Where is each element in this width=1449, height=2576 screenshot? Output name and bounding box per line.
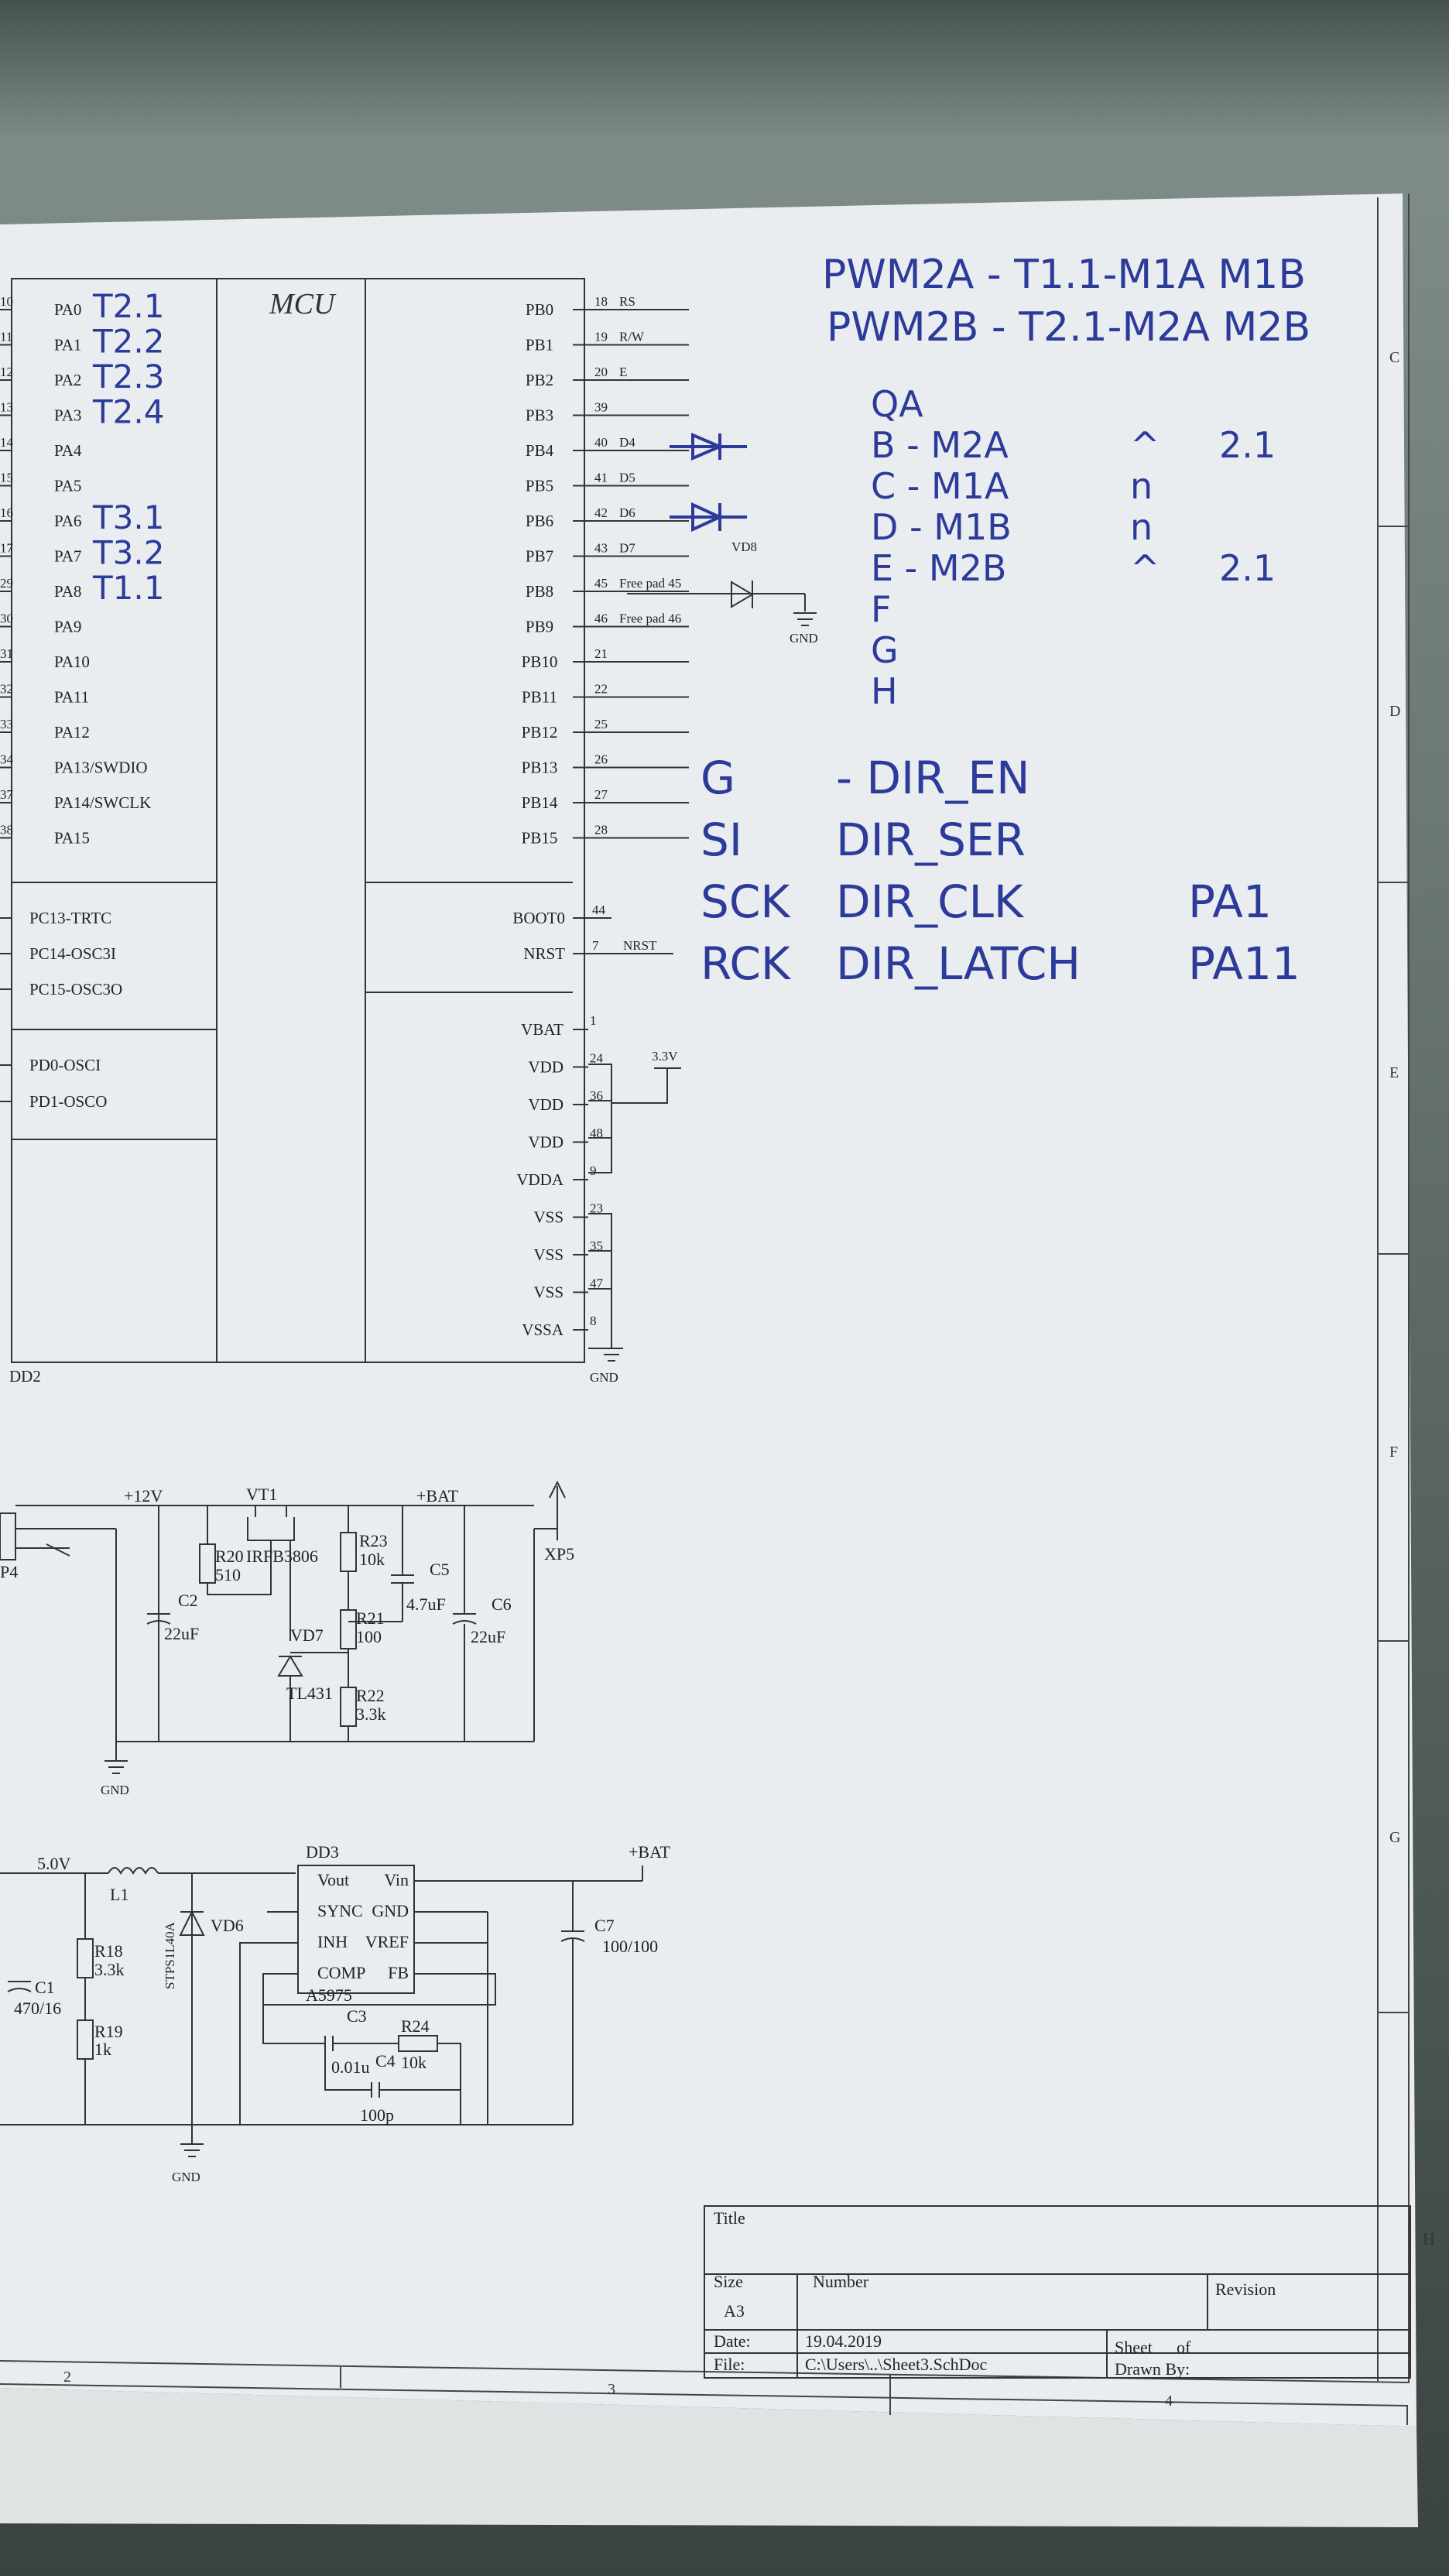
bat-label-1: +BAT bbox=[416, 1486, 458, 1506]
pin-number: 29 bbox=[0, 576, 13, 591]
pin-net: R/W bbox=[619, 329, 645, 344]
pin-name: PB4 bbox=[525, 441, 554, 460]
pin-number: 34 bbox=[0, 752, 13, 767]
pin-number: 10 bbox=[0, 294, 13, 309]
pin-number: 39 bbox=[594, 399, 608, 415]
note-pin: 2.1 bbox=[1219, 547, 1276, 589]
pin-name: PA11 bbox=[54, 687, 90, 707]
note-mark: ^ bbox=[1130, 547, 1160, 589]
pin-net: E bbox=[619, 365, 628, 379]
pin-number: 13 bbox=[0, 399, 13, 415]
pin-number: 31 bbox=[0, 646, 13, 661]
pin-net: NRST bbox=[623, 938, 657, 953]
dir-name: DIR_SER bbox=[836, 814, 1026, 866]
of-label: of bbox=[1177, 2338, 1191, 2357]
a5975-label: A5975 bbox=[306, 1985, 352, 2005]
r21-value: 100 bbox=[356, 1627, 382, 1646]
vd6-label: VD6 bbox=[211, 1916, 244, 1935]
v12-label: +12V bbox=[124, 1486, 163, 1506]
c7-value: 100/100 bbox=[602, 1937, 659, 1956]
zone-3: 3 bbox=[608, 2381, 615, 2398]
r22-value: 3.3k bbox=[356, 1704, 386, 1724]
zone-f: F bbox=[1389, 1444, 1399, 1461]
pin-name: PA0 bbox=[54, 300, 82, 319]
note-letter: G bbox=[871, 629, 899, 671]
pin-note: T2.3 bbox=[93, 358, 165, 396]
c1-label: C1 bbox=[35, 1978, 55, 1997]
pin-number: 1 bbox=[590, 1013, 597, 1028]
r20-label: R20 bbox=[215, 1547, 244, 1566]
drawn-by-label: Drawn By: bbox=[1115, 2359, 1190, 2379]
pin-name: PA1 bbox=[54, 335, 82, 355]
note-letter: C - M1A bbox=[871, 465, 1009, 507]
vt1-label: VT1 bbox=[246, 1485, 278, 1504]
pin-name: PA12 bbox=[54, 723, 90, 742]
mosfet-label: IRFB3806 bbox=[246, 1547, 318, 1566]
r23-label: R23 bbox=[359, 1531, 388, 1550]
r21-label: R21 bbox=[356, 1608, 385, 1628]
pin-number: 44 bbox=[592, 903, 605, 917]
pin-name: PC13-TRTC bbox=[29, 909, 112, 927]
gnd-label-1: GND bbox=[101, 1783, 129, 1797]
c2-label: C2 bbox=[178, 1591, 198, 1610]
pin-name: PA13/SWDIO bbox=[54, 758, 148, 777]
date-value: 19.04.2019 bbox=[805, 2331, 882, 2351]
pin-name: PB15 bbox=[521, 828, 558, 848]
c5-label: C5 bbox=[430, 1560, 450, 1579]
pin-number: 24 bbox=[590, 1050, 603, 1066]
pin-name: VSS bbox=[533, 1283, 564, 1302]
pin-name: VDDA bbox=[516, 1170, 564, 1189]
pin-number: 45 bbox=[594, 576, 608, 591]
note-letter: H bbox=[871, 670, 898, 712]
note-line1: PWM2A - T1.1-M1A M1B bbox=[822, 252, 1307, 298]
dir-name: DIR_CLK bbox=[836, 875, 1023, 928]
chip-pin-right: GND bbox=[372, 1901, 409, 1920]
pin-name: PB2 bbox=[525, 371, 554, 389]
pin-number: 26 bbox=[594, 752, 608, 767]
r19-value: 1k bbox=[94, 2040, 111, 2059]
pin-name: PB3 bbox=[525, 406, 554, 425]
c3-value: 0.01u bbox=[331, 2057, 370, 2077]
pin-number: 40 bbox=[594, 435, 608, 450]
pin-number: 15 bbox=[0, 470, 13, 485]
pin-name: BOOT0 bbox=[512, 909, 565, 927]
r22-label: R22 bbox=[356, 1686, 385, 1705]
zone-e: E bbox=[1389, 1064, 1399, 1081]
pin-number: 38 bbox=[0, 822, 13, 838]
led-vd8-label: VD8 bbox=[731, 540, 758, 554]
size-value: A3 bbox=[724, 2301, 745, 2321]
pin-name: PA5 bbox=[54, 476, 82, 495]
pin-name: PB1 bbox=[525, 335, 554, 355]
pin-name: PB14 bbox=[521, 793, 558, 812]
dir-signal: SCK bbox=[701, 875, 790, 928]
chip-pin-left: Vout bbox=[317, 1870, 350, 1889]
pin-number: 28 bbox=[594, 822, 608, 838]
pin-number: 22 bbox=[594, 681, 608, 697]
pin-number: 36 bbox=[590, 1088, 603, 1103]
pin-number: 27 bbox=[594, 787, 608, 802]
pin-number: 16 bbox=[0, 505, 13, 520]
pin-name: PA8 bbox=[54, 582, 82, 601]
pin-name: PC15-OSC3O bbox=[29, 980, 123, 999]
p4-label: P4 bbox=[0, 1562, 19, 1581]
pin-name: VDD bbox=[528, 1132, 564, 1152]
pin-name: PD0-OSCI bbox=[29, 1056, 101, 1074]
chip-pin-right: VREF bbox=[365, 1932, 409, 1951]
pin-number: 11 bbox=[0, 329, 13, 344]
c1-value: 470/16 bbox=[14, 1999, 62, 2018]
c2-value: 22uF bbox=[164, 1624, 200, 1643]
pin-name: PA4 bbox=[54, 441, 82, 460]
dir-name: DIR_LATCH bbox=[836, 937, 1081, 990]
zone-c: C bbox=[1389, 349, 1400, 366]
pin-name: PB12 bbox=[521, 723, 558, 742]
note-letter: F bbox=[871, 588, 892, 630]
bat-label-2: +BAT bbox=[629, 1842, 670, 1862]
pin-name: PB13 bbox=[521, 758, 558, 777]
pin-note: T3.2 bbox=[93, 533, 165, 572]
r20-value: 510 bbox=[215, 1565, 241, 1584]
pin-name: VSS bbox=[533, 1208, 564, 1227]
dir-signal: G bbox=[701, 752, 735, 804]
pin-number: 20 bbox=[594, 365, 608, 379]
chip-pin-right: Vin bbox=[384, 1870, 409, 1889]
c5-value: 4.7uF bbox=[406, 1595, 446, 1614]
size-label: Size bbox=[714, 2272, 743, 2291]
pin-name: VBAT bbox=[521, 1020, 564, 1039]
gnd-label-2: GND bbox=[172, 2170, 200, 2184]
revision-label: Revision bbox=[1215, 2280, 1276, 2299]
pin-name: PB9 bbox=[525, 617, 554, 636]
pin-name: PA15 bbox=[54, 828, 90, 848]
pin-net: Free pad 45 bbox=[619, 576, 682, 591]
file-value: C:\Users\..\Sheet3.SchDoc bbox=[805, 2355, 988, 2374]
zone-d: D bbox=[1389, 703, 1401, 720]
date-label: Date: bbox=[714, 2331, 751, 2351]
pin-number: 18 bbox=[594, 294, 608, 309]
zone-2: 2 bbox=[63, 2369, 71, 2386]
vd7-label: VD7 bbox=[290, 1625, 324, 1645]
pin-name: PB11 bbox=[522, 687, 557, 707]
note-mark: n bbox=[1130, 465, 1153, 507]
pin-note: T2.1 bbox=[93, 287, 165, 325]
zone-h: H bbox=[1423, 2229, 1435, 2249]
pin-name: PB7 bbox=[525, 546, 554, 566]
pin-name: PA3 bbox=[54, 406, 82, 425]
note-letter: E - M2B bbox=[871, 547, 1007, 589]
pin-net: Free pad 46 bbox=[619, 611, 682, 626]
c7-label: C7 bbox=[594, 1916, 615, 1935]
pin-name: PB10 bbox=[521, 653, 558, 671]
pin-name: PA14/SWCLK bbox=[54, 793, 152, 812]
pin-name: NRST bbox=[523, 944, 565, 963]
dir-pin: PA1 bbox=[1188, 875, 1272, 928]
dir-signal: RCK bbox=[701, 937, 790, 990]
pin-number: 41 bbox=[594, 470, 608, 485]
pin-number: 12 bbox=[0, 365, 13, 379]
pin-name: PA7 bbox=[54, 546, 82, 566]
note-letter: B - M2A bbox=[871, 424, 1009, 466]
title-label: Title bbox=[714, 2208, 745, 2228]
pin-net: RS bbox=[619, 294, 635, 309]
pin-name: PB0 bbox=[525, 300, 554, 319]
led-gnd-label: GND bbox=[790, 631, 818, 646]
pin-number: 35 bbox=[590, 1238, 603, 1253]
pin-name: PA10 bbox=[54, 653, 90, 671]
chip-pin-right: FB bbox=[388, 1963, 409, 1982]
pin-name: PB6 bbox=[525, 512, 554, 530]
pin-number: 42 bbox=[594, 505, 608, 520]
pin-number: 19 bbox=[594, 329, 608, 344]
r24-label: R24 bbox=[401, 2016, 430, 2036]
pin-net: D7 bbox=[619, 540, 635, 556]
pin-number: 9 bbox=[590, 1163, 597, 1178]
c4-label: C4 bbox=[375, 2051, 396, 2071]
pin-note: T1.1 bbox=[93, 569, 165, 607]
note-letter: QA bbox=[871, 383, 923, 425]
pin-number: 17 bbox=[0, 540, 13, 556]
chip-pin-left: INH bbox=[317, 1932, 348, 1951]
pin-name: PB8 bbox=[525, 582, 554, 601]
pin-name: PA6 bbox=[54, 512, 82, 530]
paper-sheet bbox=[0, 194, 1416, 2427]
c6-value: 22uF bbox=[471, 1627, 506, 1646]
pin-note: T3.1 bbox=[93, 498, 165, 536]
pin-number: 21 bbox=[594, 646, 608, 661]
pin-number: 14 bbox=[0, 435, 13, 450]
file-label: File: bbox=[714, 2355, 745, 2374]
note-mark: ^ bbox=[1130, 424, 1160, 466]
c6-label: C6 bbox=[492, 1595, 512, 1614]
dir-pin: PA11 bbox=[1188, 937, 1300, 990]
pin-number: 30 bbox=[0, 611, 13, 626]
pin-net: D4 bbox=[619, 435, 635, 450]
c3-label: C3 bbox=[347, 2006, 367, 2026]
pin-number: 48 bbox=[590, 1125, 603, 1141]
zone-g: G bbox=[1389, 1829, 1401, 1846]
pin-number: 25 bbox=[594, 717, 608, 731]
tl431-label: TL431 bbox=[286, 1684, 333, 1703]
chip-pin-left: COMP bbox=[317, 1963, 366, 1982]
r24-value: 10k bbox=[401, 2053, 426, 2072]
mcu-title: MCU bbox=[269, 288, 335, 320]
pin-number: 32 bbox=[0, 681, 13, 697]
pin-number: 7 bbox=[592, 938, 599, 953]
pin-name: VDD bbox=[528, 1057, 564, 1077]
stps-label: STPS1L40A bbox=[163, 1922, 177, 1989]
dir-name: - DIR_EN bbox=[836, 752, 1030, 804]
note-line2: PWM2B - T2.1-M2A M2B bbox=[827, 304, 1311, 351]
sheet-label: Sheet bbox=[1115, 2338, 1153, 2357]
pin-number: 47 bbox=[590, 1276, 603, 1291]
pin-number: 23 bbox=[590, 1201, 603, 1216]
xp5-label: XP5 bbox=[544, 1544, 575, 1564]
c4-value: 100p bbox=[360, 2105, 394, 2125]
mcu-designator: DD2 bbox=[9, 1367, 41, 1386]
pin-net: D5 bbox=[619, 470, 635, 485]
pin-number: 43 bbox=[594, 540, 608, 556]
v50-label: 5.0V bbox=[37, 1854, 71, 1873]
r18-value: 3.3k bbox=[94, 1960, 125, 1979]
note-letter: D - M1B bbox=[871, 506, 1012, 548]
r19-label: R19 bbox=[94, 2022, 123, 2041]
note-mark: n bbox=[1130, 506, 1153, 548]
pin-name: VDD bbox=[528, 1095, 564, 1114]
dir-signal: SI bbox=[701, 814, 742, 866]
note-pin: 2.1 bbox=[1219, 424, 1276, 466]
l1-label: L1 bbox=[110, 1885, 129, 1904]
pin-number: 37 bbox=[0, 787, 13, 802]
pin-number: 33 bbox=[0, 717, 13, 731]
pin-note: T2.2 bbox=[93, 322, 165, 361]
chip-pin-left: SYNC bbox=[317, 1901, 363, 1920]
zone-4: 4 bbox=[1165, 2393, 1173, 2410]
r18-label: R18 bbox=[94, 1941, 123, 1961]
supply-3v3-label: 3.3V bbox=[652, 1049, 678, 1064]
pin-net: D6 bbox=[619, 505, 635, 520]
number-label: Number bbox=[813, 2272, 869, 2291]
pin-name: PA2 bbox=[54, 371, 82, 389]
pin-name: PB5 bbox=[525, 476, 554, 495]
pin-name: VSSA bbox=[522, 1321, 564, 1339]
pin-name: PD1-OSCO bbox=[29, 1092, 108, 1111]
pin-name: PA9 bbox=[54, 617, 82, 636]
dd3-label: DD3 bbox=[306, 1842, 339, 1862]
pin-note: T2.4 bbox=[93, 392, 165, 431]
pin-name: VSS bbox=[533, 1245, 564, 1264]
pin-number: 46 bbox=[594, 611, 608, 626]
mcu-gnd-label: GND bbox=[590, 1370, 618, 1385]
pin-name: PC14-OSC3I bbox=[29, 944, 117, 963]
pin-number: 8 bbox=[590, 1314, 597, 1328]
r23-value: 10k bbox=[359, 1550, 385, 1569]
